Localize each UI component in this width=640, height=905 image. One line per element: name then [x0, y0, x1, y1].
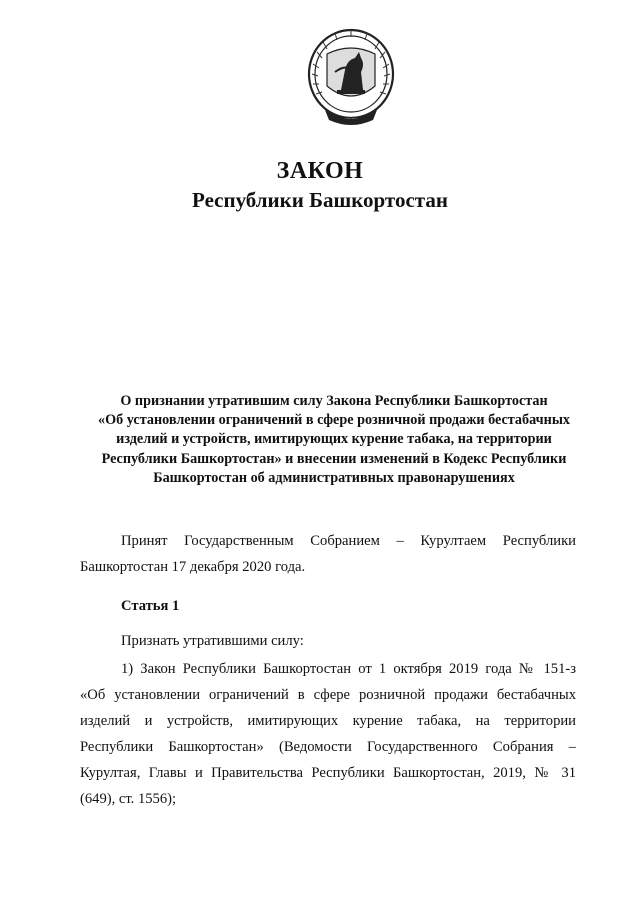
- subject-line: изделий и устройств, имитирующих курение табака, на территории: [116, 431, 552, 448]
- law-title: ЗАКОН: [276, 158, 364, 184]
- item-line: изделий и устройств, имитирующих курение табака, на территории: [80, 713, 576, 729]
- svg-text:·········: ·········: [345, 116, 357, 121]
- adoption-statement: [80, 528, 576, 580]
- law-subject: [80, 392, 588, 488]
- item-line: Курултая, Главы и Правительства Республики Башкортостан, 2019, № 31: [80, 765, 576, 781]
- adoption-line: Башкортостан 17 декабря 2020 года.: [80, 559, 306, 575]
- item-line: «Об установлении ограничений в сфере розничной продажи бестабачных: [80, 687, 576, 703]
- adoption-line: Принят Государственным Собранием – Курултаем Республики: [121, 533, 576, 549]
- coat-of-arms-icon: [305, 24, 397, 132]
- item-line: Республики Башкортостан» (Ведомости Государственного Собрания –: [80, 739, 576, 755]
- article-item-1: [80, 656, 576, 812]
- subject-line: «Об установлении ограничений в сфере розничной продажи бестабачных: [97, 412, 570, 429]
- subject-line: Башкортостан об административных правонарушениях: [153, 469, 515, 486]
- article-intro: Признать утратившими силу:: [121, 633, 304, 649]
- subject-line: Республики Башкортостан» и внесении изменений в Кодекс Республики: [101, 450, 567, 467]
- subject-line: О признании утратившим силу Закона Республики Башкортостан: [120, 393, 548, 409]
- item-line: (649), ст. 1556);: [80, 791, 177, 807]
- law-subtitle: Республики Башкортостан: [192, 188, 448, 212]
- article-title: Статья 1: [121, 598, 180, 614]
- item-line: 1) Закон Республики Башкортостан от 1 октября 2019 года № 151-з: [121, 661, 576, 677]
